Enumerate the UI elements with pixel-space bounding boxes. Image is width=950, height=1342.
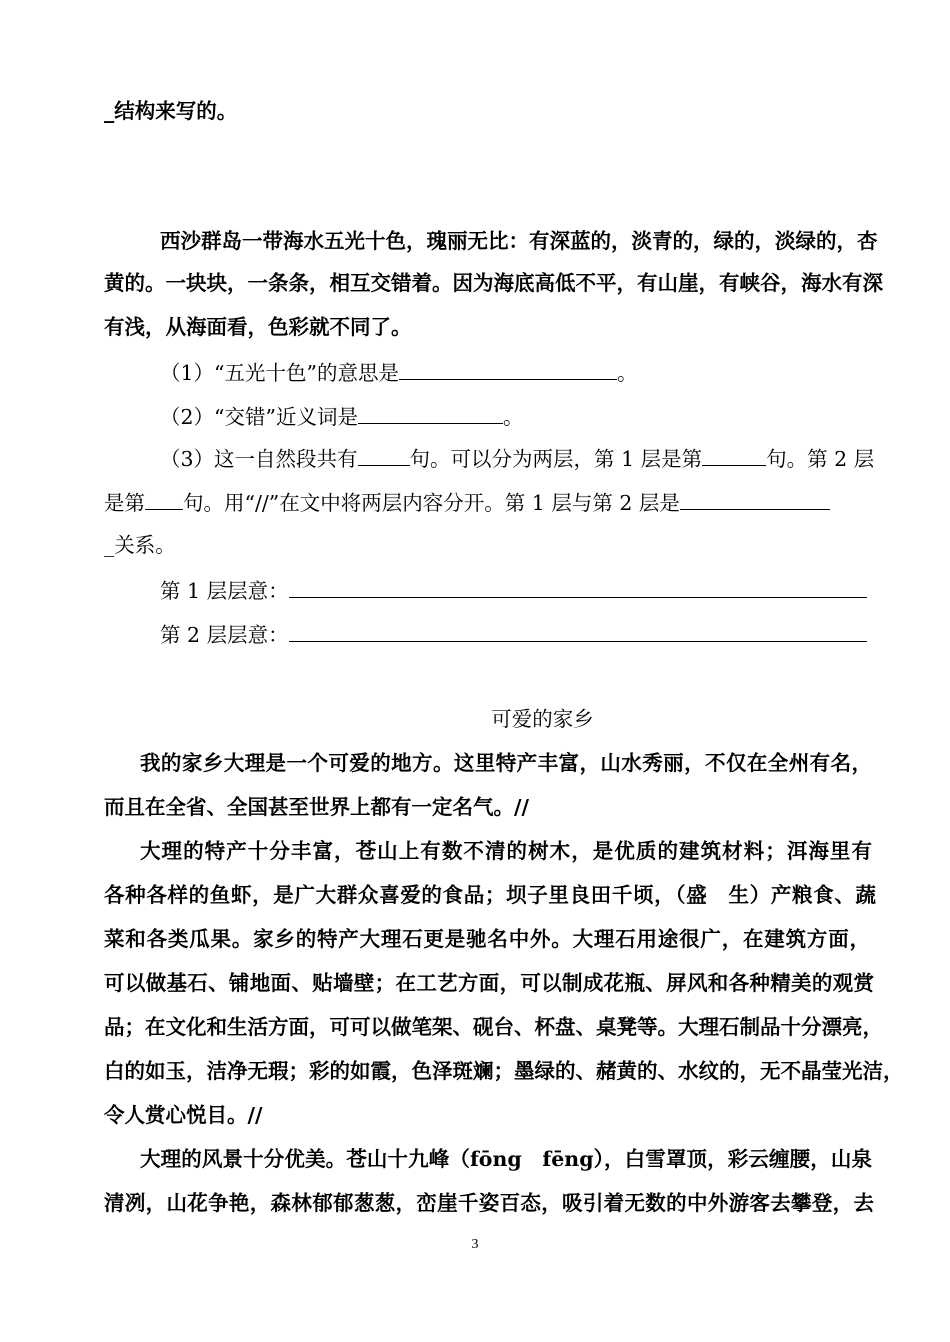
page-number: 3 <box>471 1237 479 1252</box>
layer2-meaning-blank[interactable] <box>289 619 867 642</box>
question-3-text-a: （3）这一自然段共有 <box>160 447 358 471</box>
layer2-meaning <box>160 619 872 647</box>
passage2-line-8: 白的如玉，洁净无瑕；彩的如霞，色泽斑斓；墨绿的、赭黄的、水纹的，无不晶莹光洁， <box>104 1059 904 1083</box>
question-3-text-e: 句。用“//”在文中将两层内容分开。第 1 层与第 2 层是 <box>183 491 680 515</box>
question-2-suffix: 。 <box>503 405 524 429</box>
layer1-range-blank[interactable] <box>702 443 766 466</box>
passage2-line-1: 我的家乡大理是一个可爱的地方。这里特产丰富，山水秀丽，不仅在全州有名， <box>140 751 872 775</box>
passage1-line-3: 有浅，从海面看，色彩就不同了。 <box>104 315 412 339</box>
passage2-line-6: 可以做基石、铺地面、贴墙壁；在工艺方面，可以制成花瓶、屏风和各种精美的观赏 <box>104 971 874 995</box>
layer2-range-blank[interactable] <box>145 487 183 510</box>
question-1 <box>160 357 880 385</box>
layer1-meaning-blank[interactable] <box>289 575 867 598</box>
layer1-meaning <box>160 575 872 603</box>
previous-answer-line: _结构来写的。 <box>104 99 238 123</box>
passage2-line-4: 各种各样的鱼虾，是广大群众喜爱的食品；坝子里良田千顷，（盛 生）产粮食、蔬 <box>104 883 876 907</box>
passage1-line-2: 黄的。一块块，一条条，相互交错着。因为海底高低不平，有山崖，有峡谷，海水有深 <box>104 271 883 295</box>
question-3-text-b: 句。可以分为两层，第 1 层是第 <box>409 447 703 471</box>
passage2-line-2: 而且在全省、全国甚至世界上都有一定名气。// <box>104 795 529 819</box>
relationship-blank[interactable] <box>680 487 830 510</box>
passage2-line-9: 令人赏心悦目。// <box>104 1103 263 1127</box>
passage2-line-10: 大理的风景十分优美。苍山十九峰（fōng fēng），白雪罩顶，彩云缠腰，山泉 <box>140 1147 872 1171</box>
question-3-line-3: _关系。 <box>104 533 176 557</box>
passage2-title: 可爱的家乡 <box>491 707 594 731</box>
passage2-line-5: 菜和各类瓜果。家乡的特产大理石更是驰名中外。大理石用途很广，在建筑方面， <box>104 927 870 951</box>
question-1-text: （1）“五光十色”的意思是 <box>160 361 400 385</box>
layer2-label: 第 2 层层意： <box>160 623 289 647</box>
passage2-line-3: 大理的特产十分丰富，苍山上有数不清的树木，是优质的建筑材料；洱海里有 <box>140 839 872 863</box>
question-3-line-2 <box>104 487 880 515</box>
layer1-label: 第 1 层层意： <box>160 579 289 603</box>
passage2-line-7: 品；在文化和生活方面，可可以做笔架、砚台、杯盘、桌凳等。大理石制品十分漂亮， <box>104 1015 883 1039</box>
question-2-text: （2）“交错”近义词是 <box>160 405 359 429</box>
sentence-count-blank[interactable] <box>358 443 410 466</box>
question-1-answer-blank[interactable] <box>399 357 617 380</box>
passage2-line-11: 清冽，山花争艳，森林郁郁葱葱，峦崖千姿百态，吸引着无数的中外游客去攀登，去 <box>104 1191 874 1215</box>
question-2-answer-blank[interactable] <box>358 401 503 424</box>
question-3-text-c: 句。第 2 层 <box>766 447 875 471</box>
question-1-suffix: 。 <box>617 361 638 385</box>
question-2 <box>160 401 880 429</box>
question-3-line-1 <box>160 443 876 471</box>
question-3-text-d: 是第 <box>104 491 145 515</box>
passage1-line-1: 西沙群岛一带海水五光十色，瑰丽无比：有深蓝的，淡青的，绿的，淡绿的，杏 <box>160 229 878 253</box>
